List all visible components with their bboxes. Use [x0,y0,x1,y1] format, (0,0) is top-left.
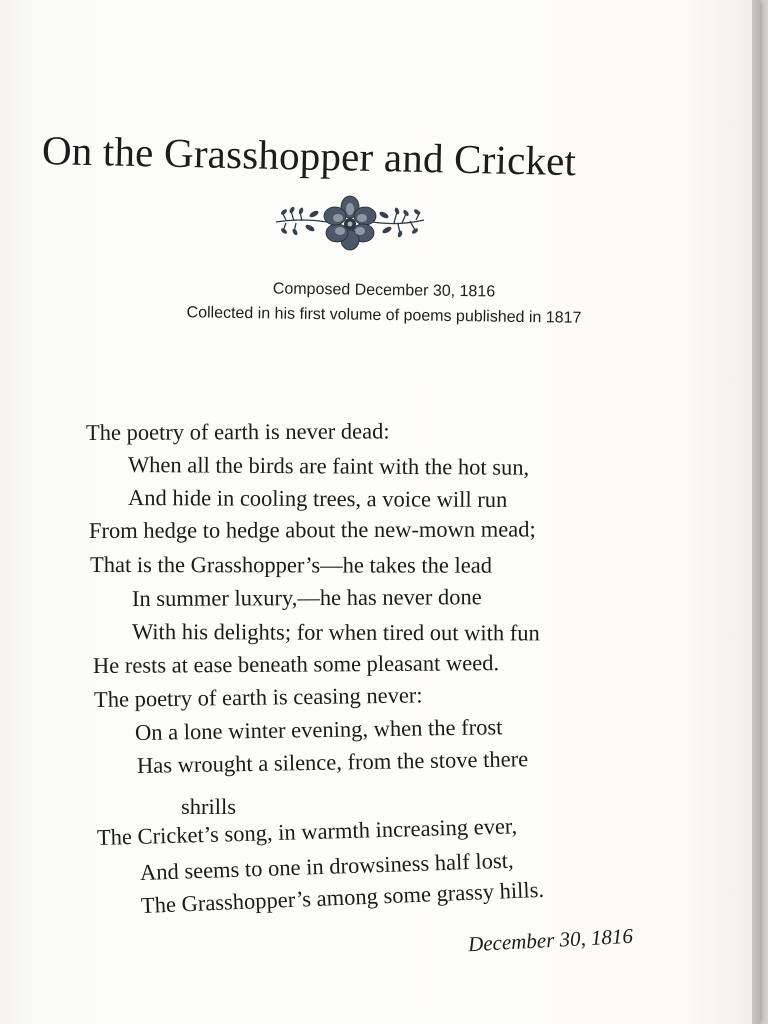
poem-title: On the Grasshopper and Cricket [41,127,577,185]
poem-line: That is the Grasshopper’s—he takes the lead [89,552,492,578]
poem-line: The poetry of earth is never dead: [85,418,390,445]
poem-line: He rests at ease beneath some pleasant weed. [92,650,500,678]
poem-line: Has wrought a silence, from the stove there [136,746,529,778]
poem-date: December 30, 1816 [467,923,634,957]
poem-line: With his delights; for when tired out with fun [131,619,540,646]
poem-line: When all the birds are faint with the hot sun, [127,452,530,480]
composed-date: Composed December 30, 1816 [272,280,496,301]
poem-line: And hide in cooling trees, a voice will run [127,485,508,512]
poem-line: The Grasshopper’s among some grassy hills. [140,876,545,918]
poem-line: In summer luxury,—he has never done [131,584,482,611]
poem-line: And seems to one in drowsiness half lost, [139,847,514,885]
poem-line: The Cricket’s song, in warmth increasing ever, [96,813,518,850]
poem-line: The poetry of earth is ceasing never: [93,682,423,712]
poem-line: On a lone winter evening, when the frost [134,714,503,745]
poem-line: From hedge to hedge about the new-mown mead; [88,516,536,543]
collection-note: Collected in his first volume of poems published in 1817 [186,304,582,327]
poem-line: shrills [181,794,237,819]
